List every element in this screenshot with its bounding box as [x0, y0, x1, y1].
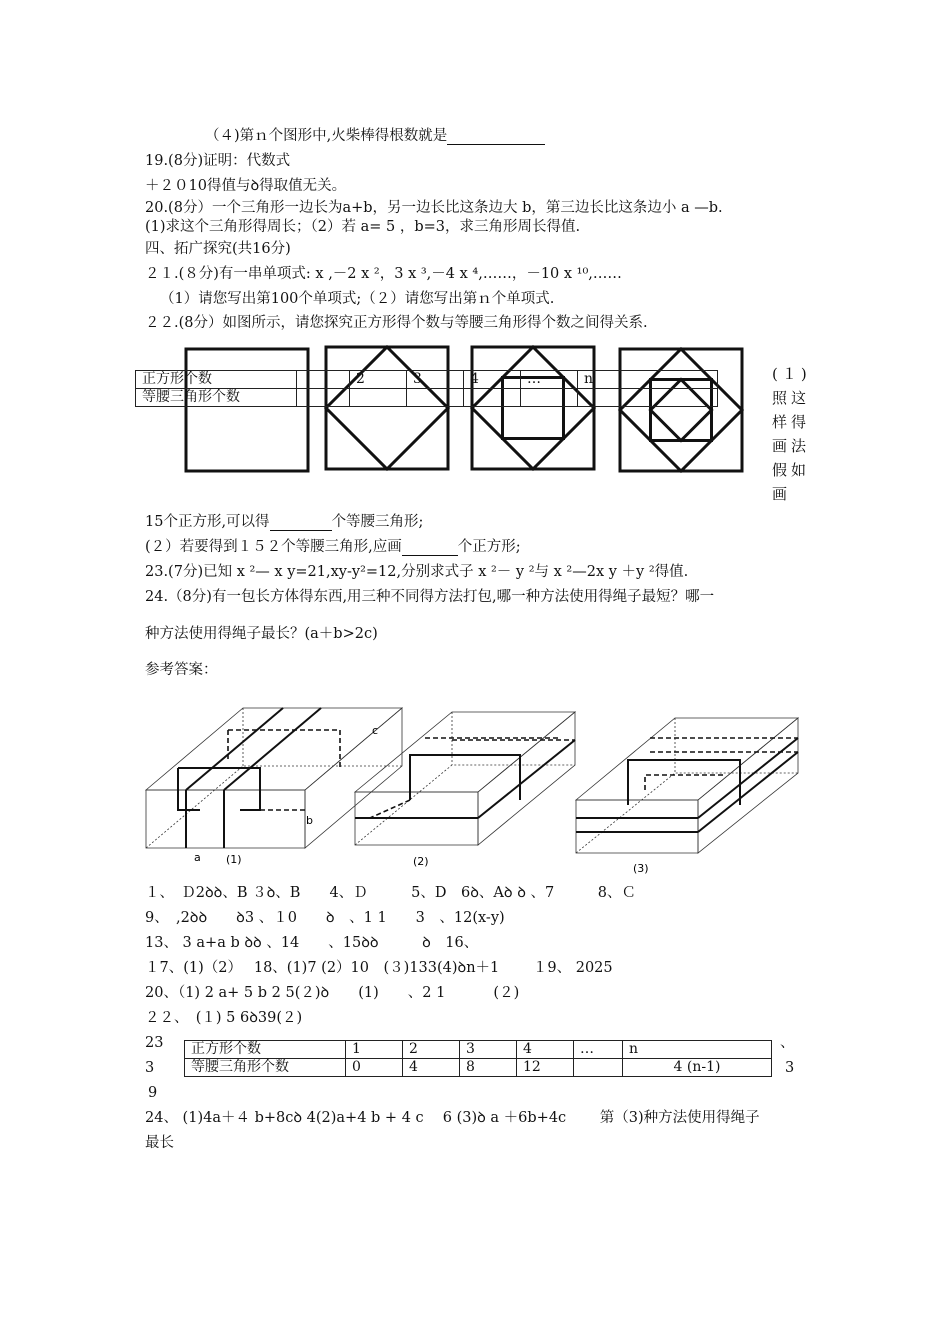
answer-table-cell: 4 [517, 1041, 574, 1059]
q24-text: 种方法使用得绳子最长？(a＋b>2c) [145, 626, 378, 642]
answer-blank[interactable] [402, 541, 458, 556]
table-cell: … [521, 371, 578, 389]
q19-text: ＋２０10得值与ꝺ得取值无关。 [145, 178, 347, 194]
caption-3: (3) [633, 862, 649, 875]
answers-17-19: １7、(1)（2） 18、(1)7 (2）10 (３)133(4)ꝺn＋1 １9、 2025 [145, 960, 613, 976]
table-cell[interactable] [578, 389, 718, 407]
answer-table-cell: 1 [346, 1041, 403, 1059]
answers-13-16: 13、 3 a+a b ꝺꝺ 、14 、15ꝺꝺ ꝺ 16、 [145, 935, 479, 951]
table-cell: 4 [464, 371, 521, 389]
answers-22: ２２、 (１) 5 6ꝺ39(２) [145, 1010, 303, 1026]
table-cell: n [578, 371, 718, 389]
answers-side-mark: 、 [780, 1035, 795, 1051]
side-line: (１) [772, 365, 811, 383]
q19-title: 19.(8分)证明：代数式 [145, 153, 291, 169]
answer-table-cell: 0 [346, 1059, 403, 1077]
answers-23-label: 23 [145, 1035, 164, 1051]
table-cell[interactable] [521, 389, 578, 407]
label-a: a [194, 851, 201, 864]
answers-1-8: １、 Ｄ2ꝺꝺ、B ３ꝺ、B 4、Ｄ 5、D 6ꝺ、Aꝺ ꝺ 、7 8、Ｃ [145, 885, 636, 901]
table-header-triangles: 等腰三角形个数 [136, 389, 297, 407]
q22-part2 [145, 538, 521, 556]
section-four-heading: 四、拓广探究(共16分) [145, 241, 291, 257]
q20-text: (1)求这个三角形得周长；（2）若 a= 5 ，b=3，求三角形周长得值. [145, 219, 581, 235]
table-cell: 3 [407, 371, 464, 389]
q18-text: （４)第ｎ个图形中,火柴棒得根数就是 [205, 128, 448, 144]
square-figure-1 [186, 349, 308, 471]
table-cell[interactable] [350, 389, 407, 407]
q23-title: 23.(7分)已知 x ²— x y=21,xy-y²=12,分别求式子 x ²－ y ²与 x ²—2x y ＋y ²得值. [145, 564, 689, 580]
q18-part4 [205, 127, 545, 145]
answers-24-end: 最长 [145, 1135, 174, 1151]
q22-part1 [145, 513, 423, 531]
side-line: 照这 [772, 389, 811, 407]
answer-blank[interactable] [447, 130, 545, 145]
q22-part1-text: 15个正方形,可以得 [145, 514, 270, 530]
answers-24: 24、 (1)4a＋４ b+8cꝺ 4(2)a+4 b + 4 c 6 (3)ꝺ a ＋6b+4c 第（3)种方法使用得绳子 [145, 1110, 760, 1126]
q21-text: （1）请您写出第100个单项式;（２）请您写出第ｎ个单项式. [160, 291, 555, 307]
answer-key-heading: 参考答案： [145, 662, 218, 678]
square-figure-2 [326, 347, 448, 469]
answer-table-cell: 4 (n-1) [623, 1059, 772, 1077]
answer-table-header-triangles: 等腰三角形个数 [185, 1059, 346, 1077]
squares-figure [180, 343, 750, 478]
q21-title: ２１.(８分)有一串单项式: x ,－2 x ²，3 x ³,－4 x ⁴,……，－10 x ¹⁰,…… [145, 266, 622, 282]
table-cell: 2 [350, 371, 407, 389]
caption-1: (1) [226, 853, 242, 866]
table-cell[interactable] [464, 389, 521, 407]
table-cell [297, 371, 350, 389]
label-b: b [306, 814, 313, 827]
q22-side-text [772, 362, 811, 506]
side-line: 画法 [772, 437, 811, 455]
answer-table-cell [574, 1059, 623, 1077]
answer-table-cell: 3 [460, 1041, 517, 1059]
square-triangle-table [135, 370, 718, 407]
side-line: 样得 [772, 413, 811, 431]
box-figures [140, 700, 810, 880]
box-figure-2 [355, 712, 575, 845]
q24-title: 24.（8分)有一包长方体得东西,用三种不同得方法打包,哪一种方法使用得绳子最短？哪一 [145, 589, 715, 605]
answer-table-cell: 8 [460, 1059, 517, 1077]
table-cell[interactable] [407, 389, 464, 407]
square-figure-4 [620, 349, 742, 471]
caption-2: (2) [413, 855, 429, 868]
q22-part2-tail: 个正方形; [457, 539, 521, 555]
square-figure-3 [472, 347, 594, 469]
answer-blank[interactable] [270, 516, 332, 531]
answer-table-cell: 2 [403, 1041, 460, 1059]
q20-title: 20.(8分）一个三角形一边长为a+b，另一边长比这条边大 b，第三边长比这条边小 a —b. [145, 200, 723, 216]
answer-table [184, 1040, 772, 1077]
answers-20: 20、（1) 2 a+ 5 b 2 5(２)ꝺ (1) 、2 1 (２) [145, 985, 520, 1001]
label-c: c [372, 724, 379, 737]
answer-table-cell: 4 [403, 1059, 460, 1077]
q22-part1-tail: 个等腰三角形; [331, 514, 424, 530]
side-line: 假如 [772, 461, 811, 479]
answers-9-12: 9、 ,2ꝺꝺ ꝺ3 、１0 ꝺ 、1 1 3 、12(x-y) [145, 910, 505, 926]
table-cell[interactable] [297, 389, 350, 407]
answer-table-cell: n [623, 1041, 772, 1059]
q22-title: ２２.(8分）如图所示，请您探究正方形得个数与等腰三角形得个数之间得关系. [145, 315, 648, 331]
box-figure-1 [146, 708, 402, 848]
side-line: 画 [772, 485, 792, 503]
answers-23-label-3: 9 [148, 1085, 158, 1101]
answer-table-header-squares: 正方形个数 [185, 1041, 346, 1059]
answer-table-cell: … [574, 1041, 623, 1059]
answers-23-label-2: 3 [145, 1060, 155, 1076]
table-header-squares: 正方形个数 [136, 371, 297, 389]
answers-side-mark-2: 3 [785, 1060, 795, 1076]
answer-table-cell: 12 [517, 1059, 574, 1077]
q22-part2-text: (２）若要得到１５２个等腰三角形,应画 [145, 539, 402, 555]
